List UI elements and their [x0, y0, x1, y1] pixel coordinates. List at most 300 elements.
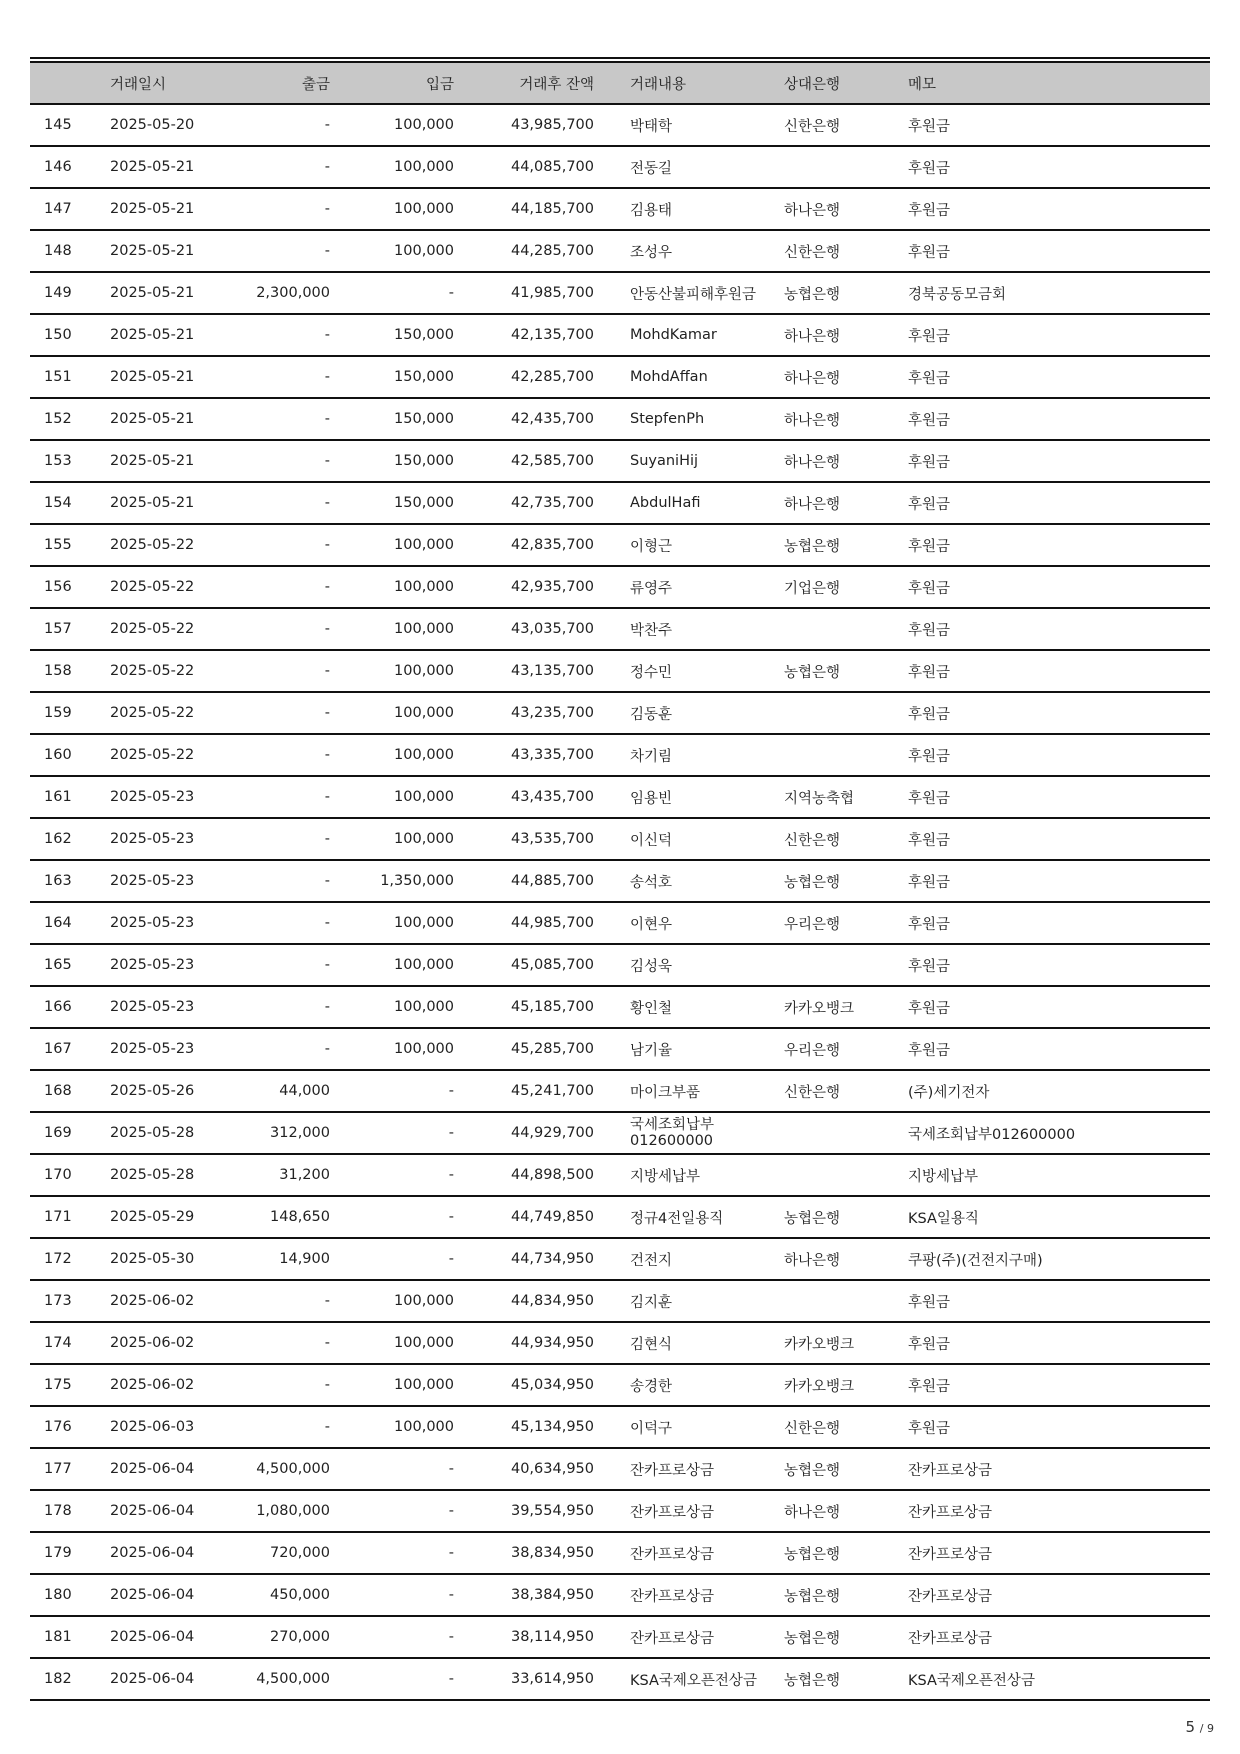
cell-date: 2025-05-22	[110, 650, 220, 692]
cell-description: 잔카프로상금	[594, 1448, 784, 1490]
cell-counterparty-bank	[784, 734, 908, 776]
cell-deposit: 100,000	[330, 1322, 454, 1364]
cell-index: 160	[30, 734, 110, 776]
cell-counterparty-bank: 기업은행	[784, 566, 908, 608]
cell-index: 176	[30, 1406, 110, 1448]
cell-withdrawal: -	[220, 902, 330, 944]
cell-balance: 42,835,700	[454, 524, 594, 566]
cell-date: 2025-05-30	[110, 1238, 220, 1280]
cell-description: 정규4전일용직	[594, 1196, 784, 1238]
table-row	[30, 1406, 1210, 1448]
cell-balance: 38,114,950	[454, 1616, 594, 1658]
cell-index: 171	[30, 1196, 110, 1238]
cell-index: 182	[30, 1658, 110, 1700]
current-page: 5	[1185, 1718, 1196, 1736]
cell-date: 2025-05-22	[110, 608, 220, 650]
cell-description: SuyaniHij	[594, 440, 784, 482]
cell-description: MohdKamar	[594, 314, 784, 356]
cell-index: 149	[30, 272, 110, 314]
table-row	[30, 818, 1210, 860]
cell-withdrawal: -	[220, 1322, 330, 1364]
header-memo: 메모	[908, 63, 1210, 104]
cell-balance: 42,935,700	[454, 566, 594, 608]
cell-withdrawal: -	[220, 944, 330, 986]
cell-index: 150	[30, 314, 110, 356]
cell-memo: 후원금	[908, 314, 1210, 356]
cell-memo: 후원금	[908, 566, 1210, 608]
cell-withdrawal: -	[220, 146, 330, 188]
header-index	[30, 63, 110, 104]
cell-index: 169	[30, 1112, 110, 1154]
cell-withdrawal: -	[220, 230, 330, 272]
cell-description: AbdulHafi	[594, 482, 784, 524]
cell-description: 이신덕	[594, 818, 784, 860]
cell-index: 167	[30, 1028, 110, 1070]
table-row	[30, 1238, 1210, 1280]
cell-description: 마이크부품	[594, 1070, 784, 1112]
table-row	[30, 1448, 1210, 1490]
cell-deposit: 100,000	[330, 902, 454, 944]
cell-index: 151	[30, 356, 110, 398]
cell-balance: 43,985,700	[454, 104, 594, 146]
cell-counterparty-bank	[784, 692, 908, 734]
table-row	[30, 272, 1210, 314]
table-row	[30, 1658, 1210, 1700]
cell-memo: 후원금	[908, 902, 1210, 944]
cell-withdrawal: 14,900	[220, 1238, 330, 1280]
table-row	[30, 1028, 1210, 1070]
cell-memo: 잔카프로상금	[908, 1490, 1210, 1532]
cell-withdrawal: -	[220, 188, 330, 230]
cell-date: 2025-05-21	[110, 440, 220, 482]
header-description: 거래내용	[594, 63, 784, 104]
cell-date: 2025-05-22	[110, 566, 220, 608]
cell-date: 2025-05-23	[110, 1028, 220, 1070]
cell-date: 2025-05-22	[110, 692, 220, 734]
cell-balance: 42,285,700	[454, 356, 594, 398]
cell-counterparty-bank: 농협은행	[784, 272, 908, 314]
cell-memo: 쿠팡(주)(건전지구매)	[908, 1238, 1210, 1280]
cell-index: 159	[30, 692, 110, 734]
cell-counterparty-bank: 농협은행	[784, 1532, 908, 1574]
cell-balance: 43,035,700	[454, 608, 594, 650]
cell-balance: 41,985,700	[454, 272, 594, 314]
cell-index: 164	[30, 902, 110, 944]
cell-date: 2025-06-04	[110, 1532, 220, 1574]
cell-memo: 후원금	[908, 482, 1210, 524]
cell-date: 2025-06-04	[110, 1448, 220, 1490]
cell-deposit: 100,000	[330, 944, 454, 986]
table-row	[30, 1196, 1210, 1238]
cell-balance: 42,435,700	[454, 398, 594, 440]
cell-deposit: -	[330, 1616, 454, 1658]
cell-counterparty-bank: 지역농축협	[784, 776, 908, 818]
table-row	[30, 902, 1210, 944]
cell-deposit: -	[330, 1238, 454, 1280]
cell-description: 김현식	[594, 1322, 784, 1364]
cell-withdrawal: 4,500,000	[220, 1658, 330, 1700]
cell-index: 180	[30, 1574, 110, 1616]
cell-balance: 33,614,950	[454, 1658, 594, 1700]
table-row	[30, 776, 1210, 818]
cell-memo: 후원금	[908, 1406, 1210, 1448]
cell-index: 166	[30, 986, 110, 1028]
cell-withdrawal: -	[220, 986, 330, 1028]
cell-memo: 후원금	[908, 986, 1210, 1028]
cell-description: 지방세납부	[594, 1154, 784, 1196]
cell-balance: 44,285,700	[454, 230, 594, 272]
cell-balance: 44,934,950	[454, 1322, 594, 1364]
cell-memo: 후원금	[908, 734, 1210, 776]
cell-memo: 후원금	[908, 650, 1210, 692]
cell-index: 163	[30, 860, 110, 902]
transaction-ledger	[30, 57, 1210, 1701]
cell-date: 2025-05-21	[110, 230, 220, 272]
cell-balance: 44,834,950	[454, 1280, 594, 1322]
cell-withdrawal: 450,000	[220, 1574, 330, 1616]
table-row	[30, 314, 1210, 356]
cell-description: 차기림	[594, 734, 784, 776]
cell-description: 잔카프로상금	[594, 1616, 784, 1658]
cell-deposit: -	[330, 1196, 454, 1238]
cell-date: 2025-05-23	[110, 944, 220, 986]
cell-date: 2025-05-22	[110, 524, 220, 566]
cell-deposit: 100,000	[330, 104, 454, 146]
cell-description: 국세조회납부 012600000	[594, 1112, 784, 1154]
cell-description: 전동길	[594, 146, 784, 188]
cell-deposit: 100,000	[330, 1364, 454, 1406]
cell-balance: 44,085,700	[454, 146, 594, 188]
cell-deposit: 100,000	[330, 608, 454, 650]
cell-counterparty-bank: 신한은행	[784, 1070, 908, 1112]
cell-counterparty-bank: 우리은행	[784, 1028, 908, 1070]
cell-counterparty-bank: 농협은행	[784, 1574, 908, 1616]
cell-deposit: -	[330, 1448, 454, 1490]
cell-balance: 44,749,850	[454, 1196, 594, 1238]
cell-withdrawal: -	[220, 566, 330, 608]
cell-memo: 후원금	[908, 1028, 1210, 1070]
cell-description: 임용빈	[594, 776, 784, 818]
cell-description: 김지훈	[594, 1280, 784, 1322]
cell-date: 2025-05-22	[110, 734, 220, 776]
cell-deposit: 100,000	[330, 776, 454, 818]
cell-memo: 후원금	[908, 692, 1210, 734]
cell-withdrawal: -	[220, 440, 330, 482]
cell-memo: 후원금	[908, 1322, 1210, 1364]
cell-date: 2025-05-23	[110, 776, 220, 818]
table-body	[30, 104, 1210, 1700]
cell-deposit: -	[330, 1490, 454, 1532]
cell-balance: 38,834,950	[454, 1532, 594, 1574]
cell-memo: 후원금	[908, 776, 1210, 818]
table-row	[30, 650, 1210, 692]
cell-memo: 후원금	[908, 860, 1210, 902]
cell-index: 179	[30, 1532, 110, 1574]
cell-memo: KSA국제오픈전상금	[908, 1658, 1210, 1700]
cell-deposit: 100,000	[330, 1028, 454, 1070]
cell-index: 177	[30, 1448, 110, 1490]
cell-index: 168	[30, 1070, 110, 1112]
cell-balance: 45,285,700	[454, 1028, 594, 1070]
cell-counterparty-bank: 신한은행	[784, 818, 908, 860]
cell-counterparty-bank	[784, 1280, 908, 1322]
cell-withdrawal: -	[220, 482, 330, 524]
cell-withdrawal: -	[220, 524, 330, 566]
cell-deposit: 150,000	[330, 482, 454, 524]
table-row	[30, 944, 1210, 986]
cell-memo: (주)세기전자	[908, 1070, 1210, 1112]
cell-balance: 42,585,700	[454, 440, 594, 482]
cell-withdrawal: 270,000	[220, 1616, 330, 1658]
cell-memo: 후원금	[908, 944, 1210, 986]
cell-counterparty-bank: 농협은행	[784, 860, 908, 902]
cell-description: 박태학	[594, 104, 784, 146]
cell-withdrawal: 4,500,000	[220, 1448, 330, 1490]
cell-date: 2025-05-23	[110, 818, 220, 860]
cell-date: 2025-06-02	[110, 1322, 220, 1364]
header-date: 거래일시	[110, 63, 220, 104]
cell-balance: 45,085,700	[454, 944, 594, 986]
cell-memo: 후원금	[908, 356, 1210, 398]
table-header-row	[30, 63, 1210, 104]
cell-counterparty-bank: 신한은행	[784, 104, 908, 146]
cell-memo: 후원금	[908, 146, 1210, 188]
cell-withdrawal: -	[220, 104, 330, 146]
cell-memo: 경북공동모금회	[908, 272, 1210, 314]
table-row	[30, 1070, 1210, 1112]
table-row	[30, 440, 1210, 482]
cell-index: 165	[30, 944, 110, 986]
cell-withdrawal: 44,000	[220, 1070, 330, 1112]
cell-description: 이덕구	[594, 1406, 784, 1448]
cell-deposit: -	[330, 272, 454, 314]
cell-counterparty-bank	[784, 944, 908, 986]
cell-description: 박찬주	[594, 608, 784, 650]
cell-index: 153	[30, 440, 110, 482]
cell-withdrawal: 312,000	[220, 1112, 330, 1154]
cell-description: 안동산불피해후원금	[594, 272, 784, 314]
cell-counterparty-bank: 하나은행	[784, 314, 908, 356]
cell-date: 2025-05-28	[110, 1154, 220, 1196]
cell-balance: 45,134,950	[454, 1406, 594, 1448]
cell-description: 황인철	[594, 986, 784, 1028]
cell-counterparty-bank: 하나은행	[784, 188, 908, 230]
cell-memo: 후원금	[908, 1364, 1210, 1406]
cell-date: 2025-06-04	[110, 1490, 220, 1532]
cell-date: 2025-05-21	[110, 146, 220, 188]
cell-withdrawal: -	[220, 1406, 330, 1448]
cell-counterparty-bank: 하나은행	[784, 440, 908, 482]
cell-balance: 40,634,950	[454, 1448, 594, 1490]
table-row	[30, 146, 1210, 188]
cell-counterparty-bank	[784, 608, 908, 650]
cell-date: 2025-05-21	[110, 482, 220, 524]
cell-index: 181	[30, 1616, 110, 1658]
cell-counterparty-bank: 하나은행	[784, 1490, 908, 1532]
cell-description: 잔카프로상금	[594, 1490, 784, 1532]
cell-counterparty-bank: 농협은행	[784, 1196, 908, 1238]
cell-date: 2025-06-02	[110, 1364, 220, 1406]
cell-date: 2025-06-04	[110, 1574, 220, 1616]
cell-memo: 국세조회납부012600000	[908, 1112, 1210, 1154]
cell-index: 157	[30, 608, 110, 650]
cell-withdrawal: -	[220, 1364, 330, 1406]
cell-balance: 44,734,950	[454, 1238, 594, 1280]
cell-withdrawal: -	[220, 818, 330, 860]
cell-balance: 43,135,700	[454, 650, 594, 692]
cell-deposit: 100,000	[330, 986, 454, 1028]
cell-counterparty-bank: 카카오뱅크	[784, 986, 908, 1028]
table-row	[30, 734, 1210, 776]
cell-date: 2025-05-23	[110, 860, 220, 902]
cell-balance: 44,885,700	[454, 860, 594, 902]
cell-deposit: 150,000	[330, 314, 454, 356]
cell-date: 2025-05-28	[110, 1112, 220, 1154]
cell-withdrawal: -	[220, 734, 330, 776]
cell-deposit: 100,000	[330, 1280, 454, 1322]
cell-date: 2025-05-21	[110, 272, 220, 314]
cell-balance: 45,241,700	[454, 1070, 594, 1112]
cell-description: 조성우	[594, 230, 784, 272]
cell-deposit: -	[330, 1112, 454, 1154]
cell-index: 152	[30, 398, 110, 440]
cell-index: 178	[30, 1490, 110, 1532]
cell-balance: 43,235,700	[454, 692, 594, 734]
cell-date: 2025-06-04	[110, 1616, 220, 1658]
cell-memo: 후원금	[908, 440, 1210, 482]
table-row	[30, 1364, 1210, 1406]
cell-description: 송경한	[594, 1364, 784, 1406]
cell-description: StepfenPh	[594, 398, 784, 440]
table-row	[30, 230, 1210, 272]
table-row	[30, 1112, 1210, 1154]
cell-balance: 43,335,700	[454, 734, 594, 776]
table-row	[30, 692, 1210, 734]
cell-memo: KSA일용직	[908, 1196, 1210, 1238]
header-deposit: 입금	[330, 63, 454, 104]
table-row	[30, 986, 1210, 1028]
cell-date: 2025-05-29	[110, 1196, 220, 1238]
cell-counterparty-bank: 하나은행	[784, 482, 908, 524]
cell-deposit: 100,000	[330, 230, 454, 272]
cell-deposit: 100,000	[330, 566, 454, 608]
cell-memo: 후원금	[908, 230, 1210, 272]
cell-memo: 지방세납부	[908, 1154, 1210, 1196]
cell-description: 잔카프로상금	[594, 1532, 784, 1574]
table-row	[30, 1280, 1210, 1322]
cell-index: 174	[30, 1322, 110, 1364]
cell-balance: 42,735,700	[454, 482, 594, 524]
cell-index: 158	[30, 650, 110, 692]
cell-counterparty-bank: 농협은행	[784, 1658, 908, 1700]
table-row	[30, 1154, 1210, 1196]
cell-deposit: 100,000	[330, 1406, 454, 1448]
cell-deposit: 100,000	[330, 818, 454, 860]
cell-balance: 45,185,700	[454, 986, 594, 1028]
cell-date: 2025-05-20	[110, 104, 220, 146]
cell-description: 이형근	[594, 524, 784, 566]
cell-description: 건전지	[594, 1238, 784, 1280]
cell-deposit: 150,000	[330, 398, 454, 440]
cell-counterparty-bank: 신한은행	[784, 1406, 908, 1448]
table-row	[30, 1322, 1210, 1364]
cell-counterparty-bank	[784, 1112, 908, 1154]
cell-balance: 44,985,700	[454, 902, 594, 944]
cell-index: 145	[30, 104, 110, 146]
header-withdrawal: 출금	[220, 63, 330, 104]
transaction-table	[30, 63, 1210, 1701]
cell-date: 2025-05-21	[110, 398, 220, 440]
cell-memo: 후원금	[908, 818, 1210, 860]
total-pages: / 9	[1199, 1722, 1214, 1735]
cell-deposit: 150,000	[330, 356, 454, 398]
table-row	[30, 566, 1210, 608]
cell-index: 147	[30, 188, 110, 230]
cell-index: 162	[30, 818, 110, 860]
cell-description: 류영주	[594, 566, 784, 608]
cell-index: 155	[30, 524, 110, 566]
cell-date: 2025-05-23	[110, 986, 220, 1028]
cell-balance: 44,898,500	[454, 1154, 594, 1196]
cell-withdrawal: -	[220, 608, 330, 650]
cell-withdrawal: -	[220, 860, 330, 902]
cell-index: 146	[30, 146, 110, 188]
table-row	[30, 524, 1210, 566]
cell-description: 김동훈	[594, 692, 784, 734]
cell-deposit: 100,000	[330, 524, 454, 566]
cell-deposit: 100,000	[330, 146, 454, 188]
cell-deposit: -	[330, 1574, 454, 1616]
cell-memo: 잔카프로상금	[908, 1616, 1210, 1658]
table-row	[30, 1616, 1210, 1658]
cell-counterparty-bank: 농협은행	[784, 1616, 908, 1658]
cell-date: 2025-06-03	[110, 1406, 220, 1448]
cell-description: MohdAffan	[594, 356, 784, 398]
cell-index: 173	[30, 1280, 110, 1322]
cell-counterparty-bank: 농협은행	[784, 1448, 908, 1490]
cell-deposit: 1,350,000	[330, 860, 454, 902]
cell-deposit: -	[330, 1154, 454, 1196]
cell-index: 161	[30, 776, 110, 818]
table-row	[30, 1574, 1210, 1616]
cell-deposit: -	[330, 1070, 454, 1112]
table-row	[30, 1532, 1210, 1574]
cell-balance: 43,535,700	[454, 818, 594, 860]
cell-description: 송석호	[594, 860, 784, 902]
cell-description: 김성욱	[594, 944, 784, 986]
cell-memo: 후원금	[908, 608, 1210, 650]
cell-memo: 잔카프로상금	[908, 1574, 1210, 1616]
cell-balance: 45,034,950	[454, 1364, 594, 1406]
cell-withdrawal: 148,650	[220, 1196, 330, 1238]
cell-date: 2025-05-21	[110, 188, 220, 230]
cell-counterparty-bank: 카카오뱅크	[784, 1364, 908, 1406]
cell-description: 김용태	[594, 188, 784, 230]
cell-memo: 후원금	[908, 104, 1210, 146]
cell-index: 148	[30, 230, 110, 272]
cell-index: 156	[30, 566, 110, 608]
cell-date: 2025-06-04	[110, 1658, 220, 1700]
cell-description: 잔카프로상금	[594, 1574, 784, 1616]
cell-deposit: 100,000	[330, 188, 454, 230]
table-row	[30, 104, 1210, 146]
table-row	[30, 188, 1210, 230]
cell-memo: 후원금	[908, 524, 1210, 566]
cell-index: 172	[30, 1238, 110, 1280]
cell-counterparty-bank: 농협은행	[784, 650, 908, 692]
cell-balance: 38,384,950	[454, 1574, 594, 1616]
cell-index: 175	[30, 1364, 110, 1406]
